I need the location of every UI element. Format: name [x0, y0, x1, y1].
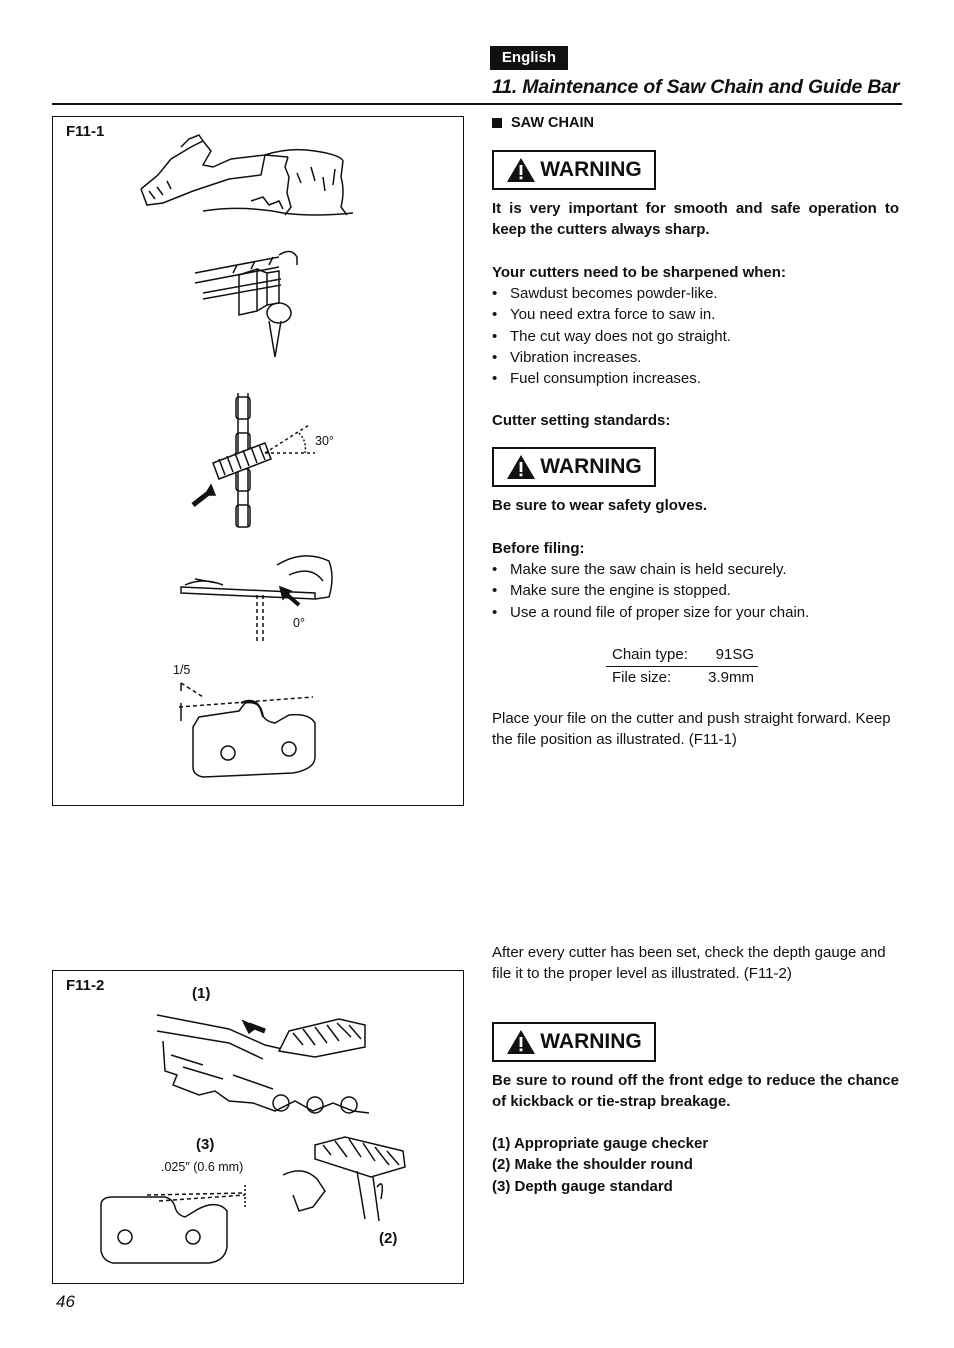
legend-item: (1) Appropriate gauge checker — [492, 1135, 709, 1152]
figure-label: F11-2 — [66, 977, 105, 994]
warning-triangle-icon — [506, 454, 536, 480]
file-angle-side-illustration — [181, 556, 332, 643]
callout-2: (2) — [379, 1230, 398, 1247]
warning-triangle-icon — [506, 1029, 536, 1055]
cutter-profile-illustration — [179, 683, 315, 777]
sharpen-list — [492, 283, 899, 389]
list-item: • Make sure the engine is stopped. — [492, 580, 899, 601]
warning-box — [492, 150, 656, 190]
legend-item: (2) Make the shoulder round — [492, 1156, 693, 1174]
gauge-checker-illustration — [157, 1015, 369, 1113]
spec-label: File size: — [612, 669, 672, 686]
gloves-warning-text: Be sure to wear safety gloves. — [492, 497, 708, 514]
page-title: 11. Maintenance of Saw Chain and Guide Bar — [492, 76, 900, 98]
warning-box — [492, 1022, 656, 1062]
depth-fraction-label: 1/5 — [173, 663, 191, 677]
list-item: • The cut way does not go straight. — [492, 326, 899, 347]
angle-30-label: 30° — [315, 434, 334, 448]
list-item: • Use a round file of proper size for your chain. — [492, 602, 899, 623]
spec-row-file-size — [606, 667, 758, 689]
gauge-dimension-label: .025″ (0.6 mm) — [161, 1160, 244, 1174]
language-tab: English — [490, 46, 568, 70]
spec-table — [606, 644, 758, 689]
figure-f11-2-illustrations — [53, 971, 463, 1283]
list-item: • Make sure the saw chain is held securely. — [492, 559, 899, 580]
spec-row-chain-type — [606, 644, 758, 667]
figure-f11-1 — [52, 116, 464, 806]
before-list — [492, 559, 899, 623]
setting-heading: Cutter setting standards: — [492, 412, 671, 429]
callout-1: (1) — [192, 985, 211, 1002]
shoulder-round-illustration — [283, 1137, 405, 1221]
figure-f11-1-illustrations — [53, 117, 463, 805]
list-item: • Vibration increases. — [492, 347, 899, 368]
figure-label: F11-1 — [66, 123, 105, 140]
section-heading — [492, 115, 594, 131]
warning-label: WARNING — [540, 1030, 642, 1053]
legend-list — [492, 1133, 708, 1197]
warning-text: It is very important for smooth and safe operation to keep the cutters always sharp. — [492, 200, 899, 239]
sharpen-heading: Your cutters need to be sharpened when: — [492, 264, 786, 281]
file-angle-top-illustration — [193, 393, 315, 527]
list-item: • You need extra force to saw in. — [492, 304, 899, 325]
warning-box — [492, 447, 656, 487]
depth-gauge-text: After every cutter has been set, check the depth gauge and file it to the proper level as illustrated. (F11-2) — [492, 944, 886, 983]
section-title: SAW CHAIN — [511, 115, 594, 131]
depth-gauge-illustration — [101, 1185, 245, 1263]
header-rule — [52, 103, 902, 105]
warning-label: WARNING — [540, 158, 642, 181]
spec-value: 3.9mm — [708, 669, 754, 686]
warning-label: WARNING — [540, 455, 642, 478]
square-bullet-icon — [492, 118, 502, 128]
callout-3: (3) — [196, 1136, 215, 1153]
spec-value: 91SG — [715, 646, 754, 663]
kickback-warning-text: Be sure to round off the front edge to reduce the chance of kickback or tie-strap breakage. — [492, 1072, 899, 1111]
spec-label: Chain type: — [612, 646, 688, 663]
angle-0-label: 0° — [293, 616, 305, 630]
figure-f11-2 — [52, 970, 464, 1284]
legend-item: (3) Depth gauge standard — [492, 1177, 673, 1195]
place-file-text: Place your file on the cutter and push straight forward. Keep the file position as illustrated. (F11-1) — [492, 710, 891, 749]
list-item: • Fuel consumption increases. — [492, 368, 899, 389]
warning-triangle-icon — [506, 157, 536, 183]
page-number: 46 — [56, 1292, 75, 1311]
chain-vise-illustration — [195, 251, 297, 357]
chainsaw-stump-illustration — [141, 135, 353, 215]
before-heading: Before filing: — [492, 540, 585, 557]
list-item: • Sawdust becomes powder-like. — [492, 283, 899, 304]
